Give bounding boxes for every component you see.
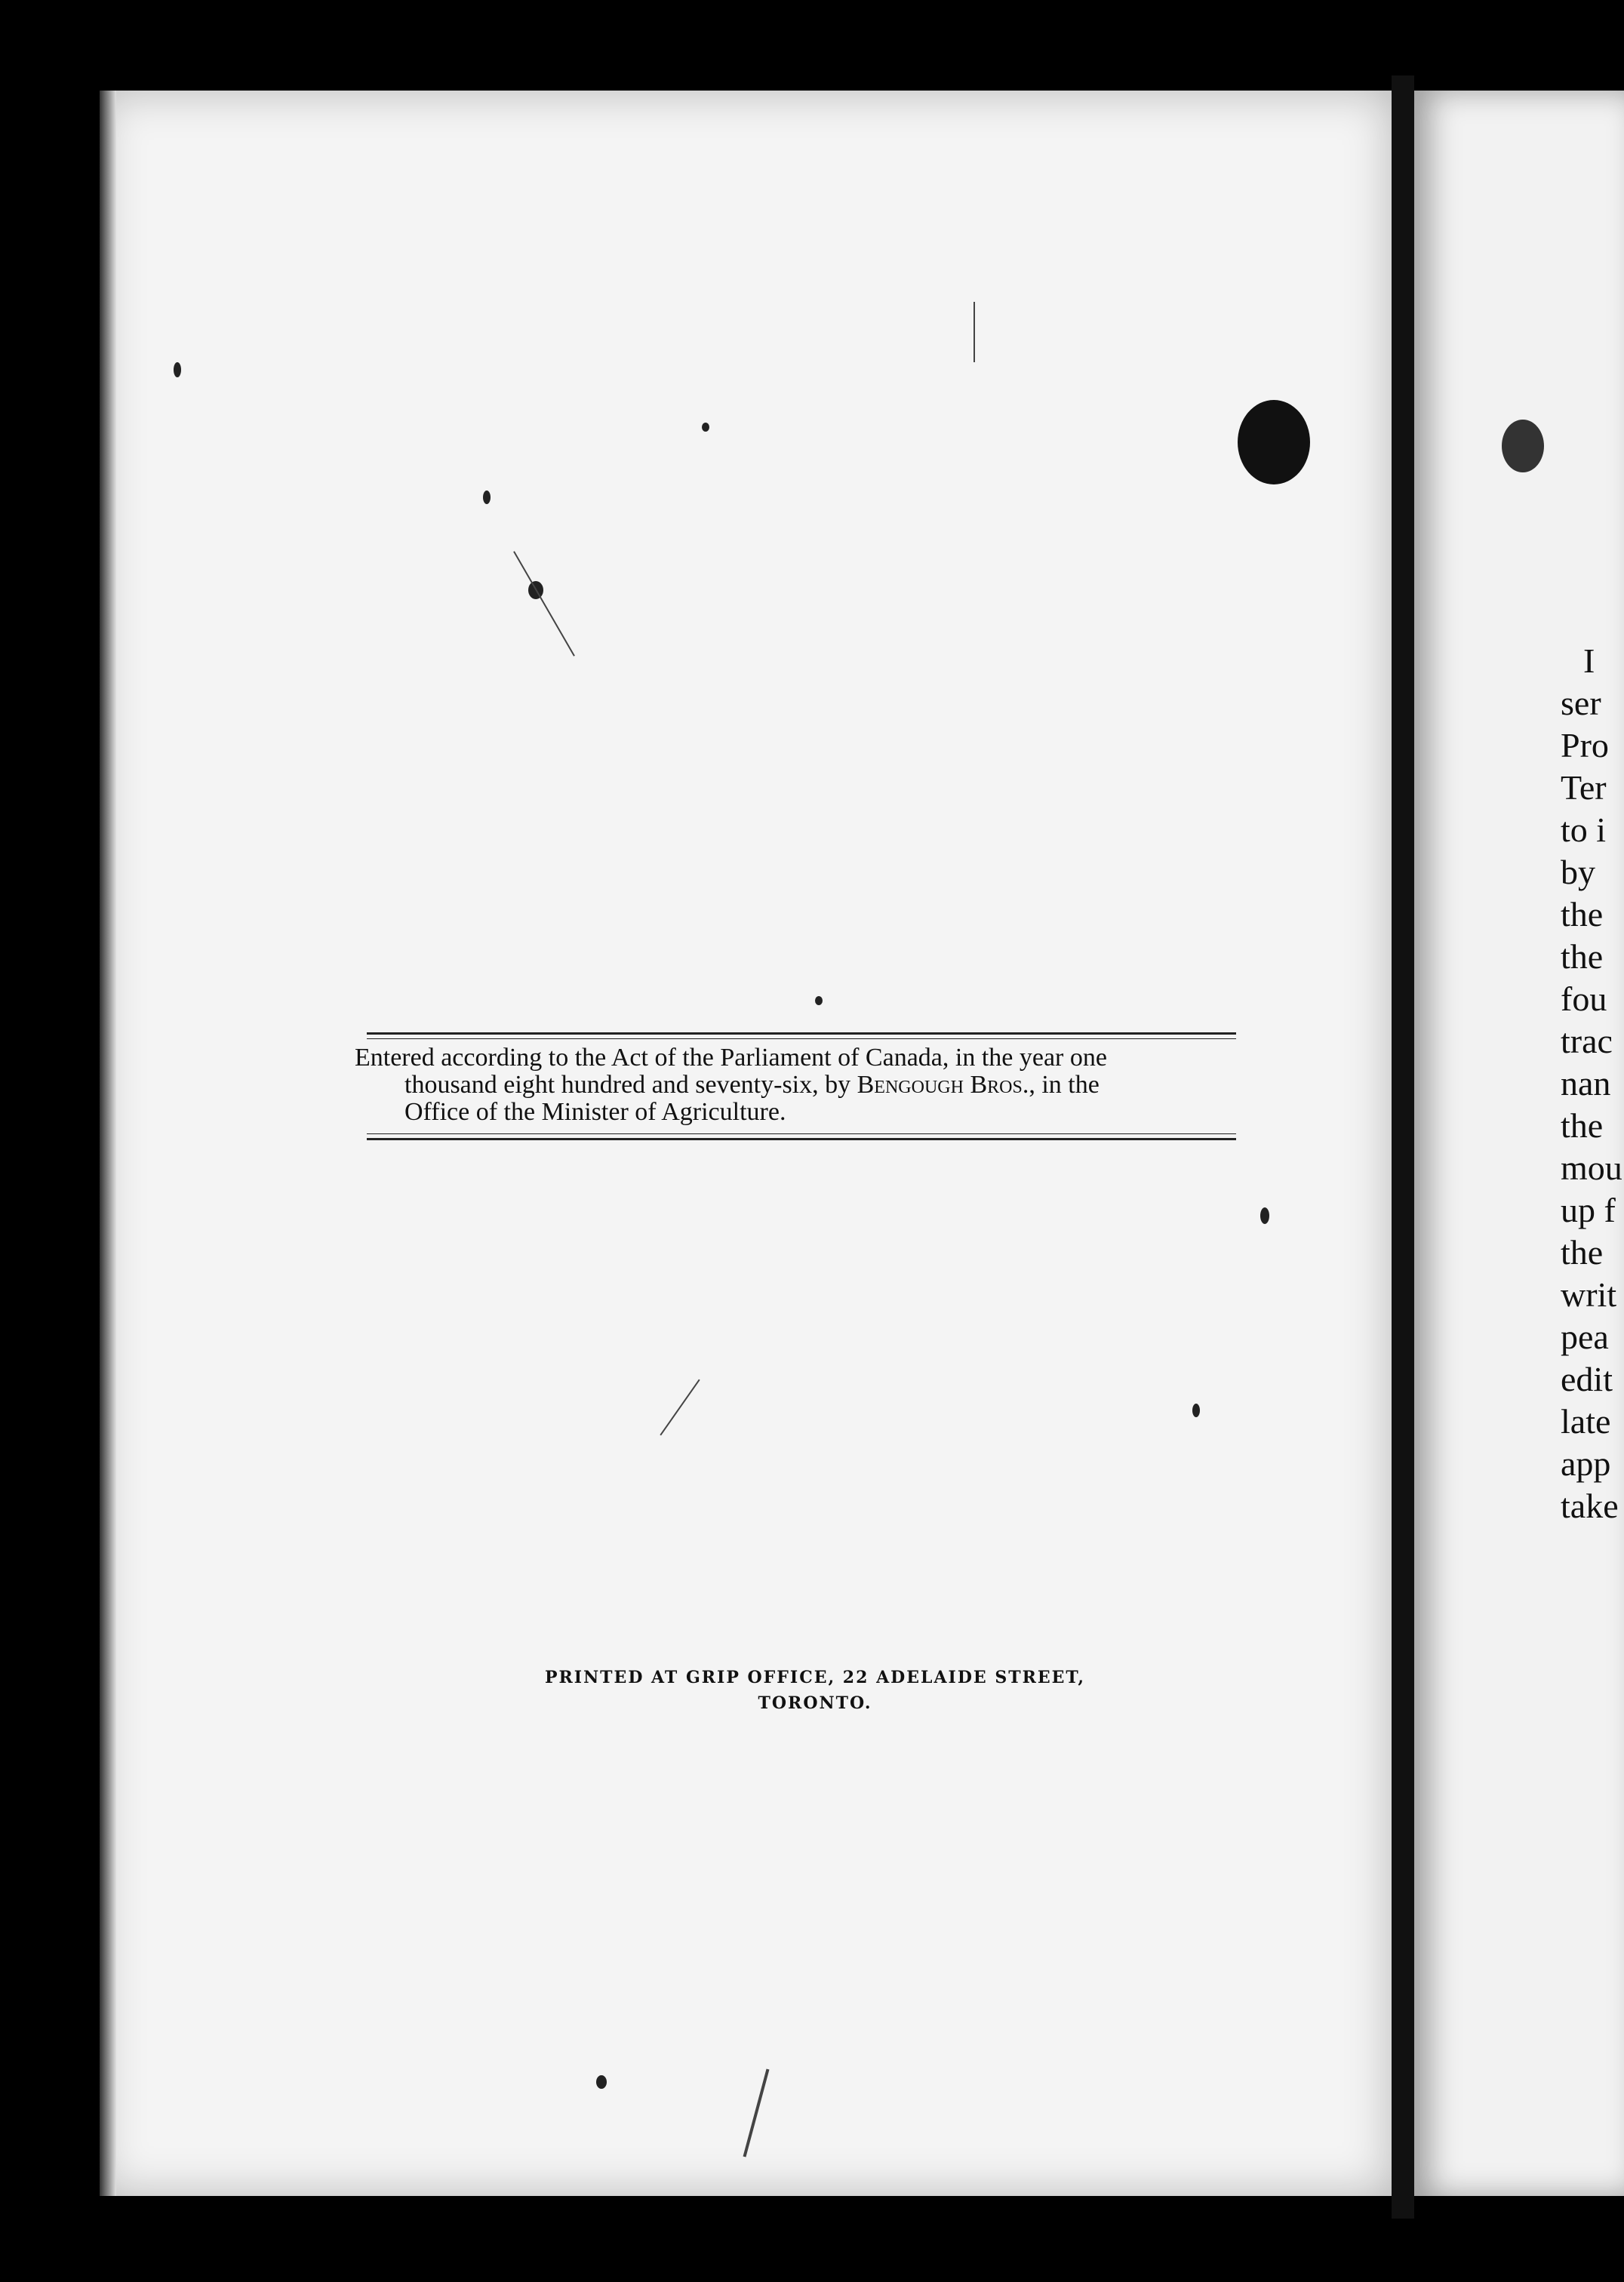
right-page-line: the: [1561, 1233, 1604, 1272]
top-rule-thin: [367, 1038, 1236, 1039]
printer-line-1: PRINTED AT GRIP OFFICE, 22 ADELAIDE STREET,: [544, 1668, 1086, 1687]
right-page-line: to i: [1561, 810, 1607, 849]
right-page-line: take: [1561, 1487, 1619, 1525]
page-edge: [100, 91, 116, 2196]
speck: [815, 996, 823, 1005]
book-gutter: [1392, 75, 1414, 2219]
right-page-line: by: [1561, 853, 1595, 891]
right-page-line: writ: [1561, 1275, 1617, 1314]
scratch: [973, 302, 975, 362]
right-page-line: Pro: [1561, 726, 1609, 764]
top-rule: [367, 1032, 1236, 1035]
right-page-line: trac: [1561, 1022, 1613, 1060]
right-page-line: fou: [1561, 980, 1607, 1018]
right-page-line: nan: [1561, 1064, 1611, 1103]
speck: [702, 423, 709, 432]
right-page-line: ser: [1561, 684, 1601, 722]
left-page: [100, 91, 1392, 2196]
right-page-line: Ter: [1561, 768, 1607, 807]
right-page-line: app: [1561, 1444, 1611, 1483]
right-page-line: edit: [1561, 1360, 1613, 1398]
right-page-line: the: [1561, 1106, 1604, 1145]
right-page-line: I: [1583, 641, 1595, 680]
right-page-line: up f: [1561, 1191, 1616, 1229]
right-page-line: the: [1561, 895, 1604, 933]
right-page-line: late: [1561, 1402, 1611, 1441]
speck: [1192, 1404, 1200, 1417]
printer-imprint: [468, 1665, 1162, 1716]
copyright-line-2: thousand eight hundred and seventy-six, by Bengough Bros., in the: [404, 1071, 1100, 1099]
copyright-line-1: Entered according to the Act of the Parliament of Canada, in the year one: [355, 1044, 1107, 1072]
right-page-line: mou: [1561, 1149, 1622, 1187]
ink-blot: [1502, 420, 1544, 472]
copyright-line-3: Office of the Minister of Agriculture.: [404, 1098, 786, 1126]
bottom-rule: [367, 1138, 1236, 1140]
speck: [483, 491, 491, 504]
right-page-text: [1561, 640, 1624, 1527]
speck: [174, 362, 181, 377]
bottom-rule-thin: [367, 1133, 1236, 1134]
ink-blot: [1238, 400, 1310, 484]
publisher-name: Bengough Bros.: [857, 1071, 1029, 1099]
speck: [596, 2075, 607, 2089]
copyright-notice: [355, 1044, 1245, 1126]
right-page-line: pea: [1561, 1318, 1609, 1356]
speck: [1260, 1207, 1269, 1224]
printer-line-2: TORONTO.: [758, 1693, 872, 1713]
right-page-line: the: [1561, 937, 1604, 976]
